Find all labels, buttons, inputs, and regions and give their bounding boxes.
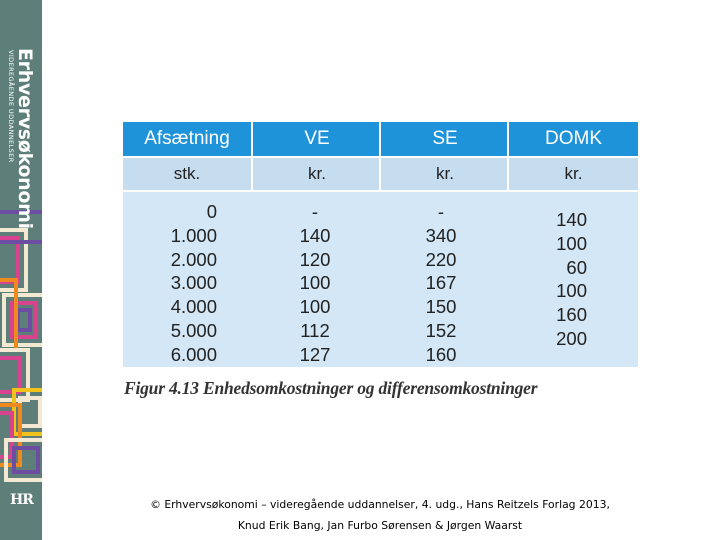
column-domk (543, 208, 587, 351)
copyright-footer (90, 494, 670, 536)
table-cell: 120 (299, 248, 331, 270)
brand-name: Erhvervsøkonomi (14, 48, 36, 229)
header-se: SE (432, 128, 458, 149)
row-divider (123, 190, 638, 192)
table-cell: 1.000 (170, 224, 217, 246)
table-cell: 100 (299, 296, 331, 318)
table-cell: 140 (299, 224, 331, 246)
table-cell: 340 (425, 224, 457, 246)
table-cell: - (437, 201, 445, 222)
table-cell: 4.000 (170, 296, 217, 318)
table-cell: 100 (556, 232, 587, 254)
column-ve (293, 200, 337, 367)
table-cell: 220 (425, 248, 457, 270)
table-cell: 112 (300, 319, 330, 341)
table-cell: 127 (299, 343, 331, 365)
cost-table (123, 122, 638, 367)
brand-subtitle: VIDEREGÅENDE UDDANNELSER (7, 50, 15, 163)
table-cell: 5.000 (170, 319, 217, 341)
footer-line-2: Knud Erik Bang, Jan Furbo Sørensen & Jørgen Waarst (237, 519, 523, 532)
table-cell: 2.000 (170, 248, 217, 270)
header-ve: VE (304, 128, 330, 149)
table-cell: 152 (425, 319, 457, 341)
unit-ve: kr. (308, 164, 326, 183)
footer-line-1: © Erhvervsøkonomi – videregående uddannelser, 4. udg., Hans Reitzels Forlag 2013, (150, 498, 610, 511)
table-cell: 140 (556, 209, 587, 230)
brand-block (0, 0, 42, 229)
publisher-logo: HR (10, 492, 33, 508)
table-cell: 167 (425, 272, 457, 294)
table-cell: 150 (425, 296, 457, 318)
table-cell: 100 (556, 280, 587, 302)
table-cell: 60 (566, 256, 587, 278)
table-cell: 6.000 (170, 343, 217, 365)
table-cell: - (311, 201, 319, 222)
column-afsaetning (163, 200, 217, 367)
unit-se: kr. (436, 164, 454, 183)
table-cell: 200 (556, 327, 587, 349)
table-cell: 160 (425, 343, 457, 365)
header-afsaetning: Afsætning (144, 128, 230, 149)
table-cell: 100 (299, 272, 331, 294)
figure-caption: Figur 4.13 Enhedsomkostninger og differensomkostninger (124, 378, 538, 398)
table-cell: 160 (556, 304, 587, 326)
row-divider (123, 156, 638, 158)
table-cell: 0 (206, 201, 217, 222)
unit-domk: kr. (564, 164, 583, 183)
header-domk: DOMK (545, 128, 602, 149)
unit-afsaetning: stk. (173, 164, 201, 183)
table-cell: 3.000 (170, 272, 217, 294)
sidebar (0, 0, 42, 540)
column-se (419, 200, 463, 367)
